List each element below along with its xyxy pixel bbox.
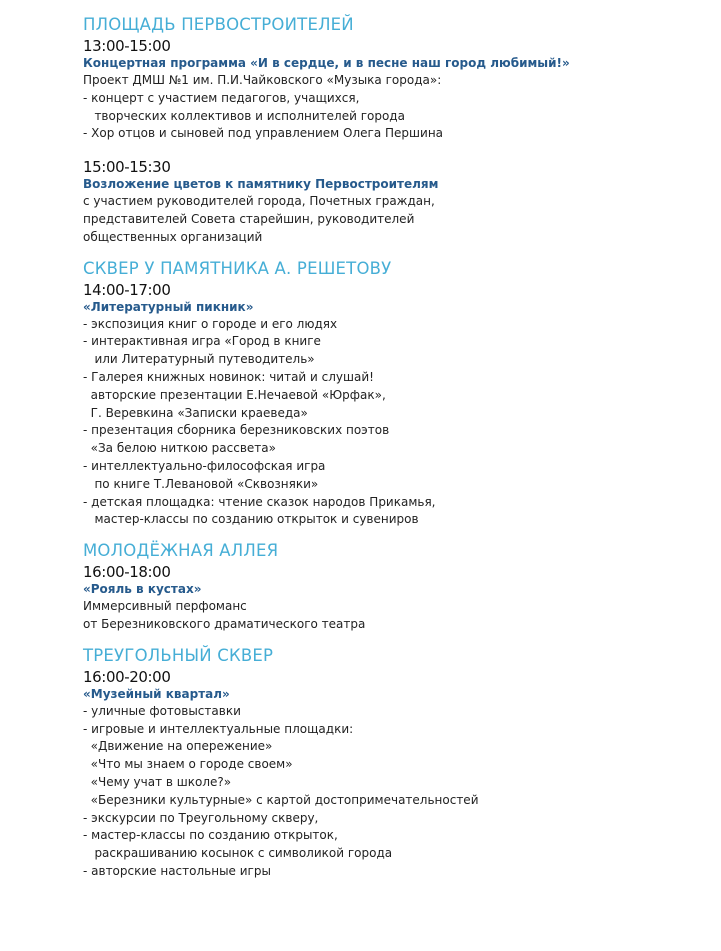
event-block	[83, 668, 703, 881]
event-title: Возложение цветов к памятнику Первостроителям	[83, 177, 439, 192]
event-line: Иммерсивный перфоманс	[83, 599, 247, 614]
event-line: «Чему учат в школе?»	[83, 774, 232, 789]
event-line: «За белою ниткою рассвета»	[83, 441, 276, 456]
event-title: «Рояль в кустах»	[83, 582, 202, 597]
event-block	[83, 158, 703, 246]
event-line: по книге Т.Левановой «Сквозняки»	[83, 476, 319, 491]
event-line: общественных организаций	[83, 229, 263, 244]
event-line: - уличные фотовыставки	[83, 703, 241, 718]
event-line: Г. Веревкина «Записки краеведа»	[83, 405, 308, 420]
event-line: раскрашиванию косынок с символикой города	[83, 846, 393, 861]
section-skver-reshetovu	[83, 259, 703, 530]
event-line: - Галерея книжных новинок: читай и слушай!	[83, 369, 374, 384]
event-title: «Литературный пикник»	[83, 299, 254, 314]
event-line: - экспозиция книг о городе и его людях	[83, 316, 338, 331]
event-line: или Литературный путеводитель»	[83, 352, 315, 367]
event-line: - интерактивная игра «Город в книге	[83, 334, 321, 349]
event-line: - презентация сборника березниковских поэтов	[83, 423, 390, 438]
event-block	[83, 281, 703, 530]
section-title: СКВЕР У ПАМЯТНИКА А. РЕШЕТОВУ	[83, 258, 392, 278]
event-line: представителей Совета старейшин, руководителей	[83, 211, 415, 226]
section-title: МОЛОДЁЖНАЯ АЛЛЕЯ	[83, 541, 279, 561]
event-line: мастер-классы по созданию открыток и сувениров	[83, 512, 419, 527]
section-title: ТРЕУГОЛЬНЫЙ СКВЕР	[83, 645, 274, 665]
section-molodezhnaya-alleya	[83, 541, 703, 634]
event-line: - авторские настольные игры	[83, 863, 271, 878]
section-ploshchad-pervostroiteley	[83, 15, 703, 247]
event-line: «Что мы знаем о городе своем»	[83, 757, 293, 772]
event-line: - Хор отцов и сыновей под управлением Олега Першина	[83, 126, 444, 141]
event-time: 15:00-15:30	[83, 158, 171, 177]
event-line: - интеллектуально-философская игра	[83, 458, 326, 473]
event-block	[83, 563, 703, 634]
event-time: 14:00-17:00	[83, 280, 171, 299]
event-line: с участием руководителей города, Почетных граждан,	[83, 194, 435, 209]
event-line: - детская площадка: чтение сказок народов Прикамья,	[83, 494, 436, 509]
event-line: - концерт с участием педагогов, учащихся,	[83, 90, 360, 105]
event-line: от Березниковского драматического театра	[83, 616, 366, 631]
event-line: авторские презентации Е.Нечаевой «Юрфак»,	[83, 387, 386, 402]
program-page	[83, 15, 703, 881]
event-line: - экскурсии по Треугольному скверу,	[83, 810, 319, 825]
event-time: 16:00-18:00	[83, 563, 171, 582]
section-treugolny-skver	[83, 646, 703, 881]
event-line: творческих коллективов и исполнителей города	[83, 108, 405, 123]
event-title: Концертная программа «И в сердце, и в песне наш город любимый!»	[83, 56, 570, 70]
event-block	[83, 37, 703, 143]
event-line: «Березники культурные» с картой достопримечательностей	[83, 792, 479, 807]
event-time: 13:00-15:00	[83, 37, 171, 55]
event-line: - игровые и интеллектуальные площадки:	[83, 721, 354, 736]
event-line: Проект ДМШ №1 им. П.И.Чайковского «Музыка города»:	[83, 73, 442, 87]
event-line: - мастер-классы по созданию открыток,	[83, 828, 338, 843]
section-title: ПЛОЩАДЬ ПЕРВОСТРОИТЕЛЕЙ	[83, 15, 354, 34]
event-title: «Музейный квартал»	[83, 686, 230, 701]
event-time: 16:00-20:00	[83, 667, 171, 686]
event-line: «Движение на опережение»	[83, 739, 273, 754]
